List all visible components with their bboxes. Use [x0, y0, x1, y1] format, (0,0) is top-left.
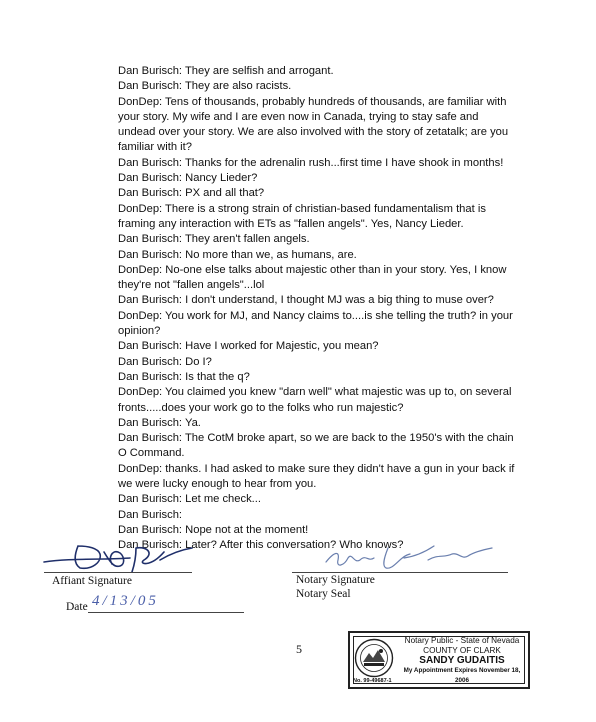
transcript-line: DonDep: thanks. I had asked to make sure they didn't have a gun in your back if we were lucky enough to hear from you. — [118, 462, 515, 491]
stamp-number: No. 99-49687-1 — [353, 678, 392, 684]
stamp-notary-name: SANDY GUDAITIS — [419, 655, 505, 667]
affiant-signature-line — [44, 572, 192, 573]
transcript-line: Dan Burisch: They are selfish and arrogant. — [118, 65, 334, 77]
transcript-line: Dan Burisch: I don't understand, I thought MJ was a big thing to muse over? — [118, 294, 494, 307]
transcript-line: Dan Burisch: Nancy Lieder? — [118, 172, 258, 185]
date-value: 4/13/05 — [92, 593, 159, 609]
transcript-line: DonDep: You work for MJ, and Nancy claims to....is she telling the truth? in your opinion? — [118, 309, 513, 338]
date-line — [88, 612, 244, 613]
transcript-line: Dan Burisch: Ya. — [118, 416, 201, 429]
transcript-line: Dan Burisch: Later? After this conversation? Who knows? — [118, 539, 404, 552]
transcript-line: Dan Burisch: They aren't fallen angels. — [118, 233, 310, 246]
transcript-line: Dan Burisch: They are also racists. — [118, 80, 292, 93]
transcript — [118, 64, 518, 554]
notary-signature-mark — [318, 540, 498, 576]
transcript-line: Dan Burisch: PX and all that? — [118, 187, 265, 200]
page-number: 5 — [296, 642, 302, 656]
stamp-expiry-line: My Appointment Expires November 18, 2006 — [403, 667, 521, 684]
transcript-line: DonDep: Tens of thousands, probably hundreds of thousands, are familiar with your story. My wife and I are even now in Canada, trying to stay safe and undead over your story. We are also involved with the story of zetatalk; are you familiar with it? — [118, 95, 509, 154]
notary-stamp — [348, 631, 530, 689]
transcript-line: Dan Burisch: Is that the q? — [118, 370, 250, 383]
stamp-county-line: COUNTY OF CLARK — [423, 645, 501, 655]
affiant-signature-label: Affiant Signature — [52, 575, 132, 587]
affiant-signature-mark — [40, 538, 200, 574]
stamp-state-line: Notary Public - State of Nevada — [404, 636, 520, 645]
transcript-line: Dan Burisch: Let me check... — [118, 493, 262, 506]
stamp-text-block — [398, 636, 526, 685]
transcript-line: Dan Burisch: Have I worked for Majestic, you mean? — [118, 340, 379, 353]
transcript-line: DonDep: You claimed you knew "darn well" what majestic was up to, on several fronts.....does your work go to the folks who run majestic? — [118, 386, 512, 414]
transcript-line: Dan Burisch: Nope not at the moment! — [118, 523, 309, 536]
transcript-line: Dan Burisch: No more than we, as humans, are. — [118, 248, 357, 261]
transcript-line: Dan Burisch: The CotM broke apart, so we are back to the 1950's with the chain O Command. — [118, 432, 514, 460]
transcript-line: DonDep: No-one else talks about majestic other than in your story. Yes, I know they're not "fallen angels"...lol — [118, 263, 507, 292]
transcript-line: Dan Burisch: Do I? — [118, 355, 212, 368]
transcript-line: DonDep: There is a strong strain of christian-based fundamentalism that is framing any interaction with ETs as "fallen angels". Yes, Nancy Lieder. — [118, 202, 486, 230]
transcript-line: Dan Burisch: — [118, 508, 183, 521]
notary-signature-line — [292, 572, 508, 573]
transcript-line: Dan Burisch: Thanks for the adrenalin rush...first time I have shook in months! — [118, 156, 504, 169]
date-label: Date — [66, 601, 88, 613]
notary-signature-label: Notary Signature — [296, 574, 375, 586]
state-seal-icon — [354, 638, 394, 678]
notary-seal-label: Notary Seal — [296, 588, 351, 600]
